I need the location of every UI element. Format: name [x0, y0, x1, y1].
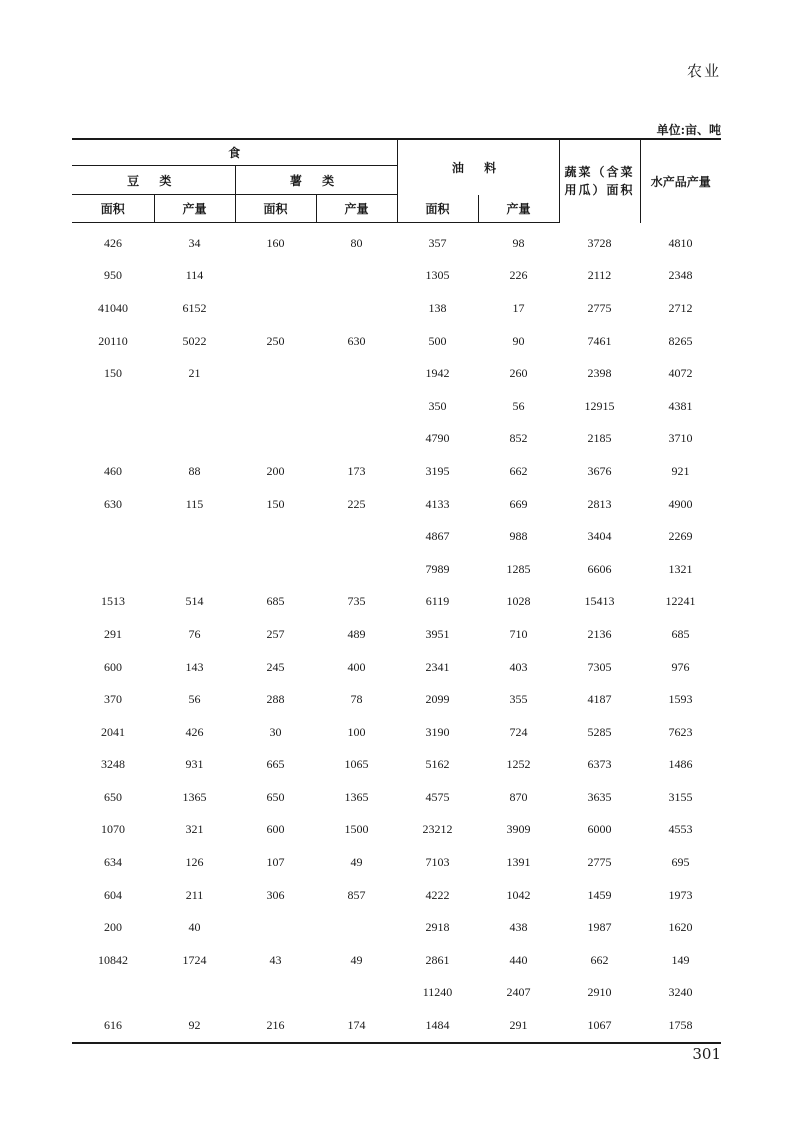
table-row — [72, 618, 721, 651]
cell-oil-output: 870 — [509, 789, 528, 804]
cell-beans-area: 150 — [104, 366, 122, 381]
cell-oil-output: 226 — [509, 268, 528, 283]
cell-beans-area: 426 — [104, 235, 122, 250]
cell-tubers-output: 49 — [350, 855, 363, 870]
cell-aquatic-output: 3155 — [668, 789, 693, 804]
cell-vegetables-area: 3728 — [587, 235, 612, 250]
cell-tubers-output: 857 — [347, 887, 366, 902]
cell-aquatic-output: 4553 — [668, 822, 693, 837]
cell-tubers-output: 1365 — [344, 789, 369, 804]
table-row — [72, 911, 721, 944]
cell-oil-output: 291 — [478, 1009, 559, 1043]
cell-oil-area: 3951 — [425, 626, 450, 641]
cell-oil-output: 988 — [509, 529, 528, 544]
table-row — [72, 390, 721, 423]
cell-vegetables-area: 12915 — [584, 398, 615, 413]
cell-oil-output: 1391 — [506, 855, 531, 870]
cell-oil-area: 2861 — [425, 952, 450, 967]
cell-vegetables-area: 662 — [590, 952, 609, 967]
cell-aquatic-output: 1620 — [668, 920, 693, 935]
cell-oil-output: 662 — [509, 463, 528, 478]
cell-beans-output: 321 — [185, 822, 204, 837]
cell-beans-area: 650 — [104, 789, 122, 804]
cell-aquatic-output: 921 — [671, 463, 690, 478]
cell-tubers-area: 685 — [266, 594, 285, 609]
table-header — [72, 139, 721, 223]
cell-oil-area: 2918 — [425, 920, 450, 935]
cell-tubers-area: 107 — [266, 855, 285, 870]
cell-tubers-area: 160 — [266, 235, 285, 250]
cell-tubers-area — [235, 423, 316, 456]
cell-aquatic-output: 695 — [671, 855, 690, 870]
cell-oil-area: 7103 — [425, 855, 450, 870]
cell-beans-area — [72, 977, 154, 1010]
cell-beans-output: 76 — [188, 626, 201, 641]
cell-beans-output: 143 — [185, 659, 204, 674]
cell-aquatic-output: 2348 — [668, 268, 693, 283]
table-row — [72, 553, 721, 586]
cell-oil-output: 852 — [509, 431, 528, 446]
cell-beans-area: 460 — [104, 463, 122, 478]
cell-oil-area: 138 — [428, 300, 447, 315]
cell-tubers-area — [235, 390, 316, 423]
cell-aquatic-output: 1758 — [640, 1009, 721, 1043]
cell-beans-output: 114 — [185, 268, 204, 283]
cell-beans-area: 41040 — [98, 300, 128, 315]
cell-oil-area: 4133 — [425, 496, 450, 511]
cell-beans-output: 126 — [185, 855, 204, 870]
cell-beans-output — [154, 977, 235, 1010]
header-oil-area: 面积 — [397, 195, 478, 223]
cell-aquatic-output: 1486 — [668, 757, 693, 772]
cell-tubers-area: 288 — [266, 692, 285, 707]
cell-vegetables-area: 2136 — [587, 626, 612, 641]
table-body — [72, 223, 721, 1043]
cell-beans-area: 630 — [104, 496, 122, 511]
cell-tubers-output: 78 — [350, 692, 363, 707]
cell-beans-output — [154, 553, 235, 586]
cell-beans-output: 34 — [188, 235, 201, 250]
cell-oil-output: 403 — [509, 659, 528, 674]
cell-beans-area: 616 — [72, 1009, 154, 1043]
agriculture-table — [72, 138, 721, 1044]
header-beans: 豆 类 — [72, 166, 235, 195]
cell-vegetables-area: 15413 — [584, 594, 615, 609]
cell-beans-area: 3248 — [101, 757, 125, 772]
cell-vegetables-area: 1067 — [559, 1009, 640, 1043]
table-row — [72, 423, 721, 456]
cell-beans-output: 5022 — [182, 333, 207, 348]
table-row — [72, 879, 721, 912]
cell-beans-output: 56 — [188, 692, 201, 707]
cell-aquatic-output: 1593 — [668, 692, 693, 707]
header-oil: 油 料 — [397, 139, 559, 195]
cell-oil-area: 1484 — [397, 1009, 478, 1043]
cell-beans-output: 88 — [188, 463, 201, 478]
cell-tubers-area — [235, 911, 316, 944]
cell-vegetables-area: 4187 — [587, 692, 612, 707]
cell-aquatic-output: 685 — [671, 626, 690, 641]
cell-aquatic-output: 7623 — [668, 724, 693, 739]
cell-oil-output: 438 — [509, 920, 528, 935]
cell-oil-area: 1305 — [425, 268, 450, 283]
cell-aquatic-output: 3240 — [668, 985, 693, 1000]
cell-beans-area: 291 — [104, 626, 122, 641]
cell-tubers-area: 250 — [266, 333, 285, 348]
table-row — [72, 814, 721, 847]
cell-oil-area: 3190 — [425, 724, 450, 739]
cell-aquatic-output: 4072 — [668, 366, 693, 381]
cell-tubers-output: 489 — [347, 626, 366, 641]
cell-beans-output: 514 — [185, 594, 204, 609]
section-title: 农业 — [686, 62, 721, 80]
cell-aquatic-output: 4381 — [668, 398, 693, 413]
cell-oil-output: 710 — [509, 626, 528, 641]
cell-tubers-output — [316, 911, 397, 944]
cell-tubers-area: 600 — [266, 822, 285, 837]
cell-beans-area: 1070 — [101, 822, 125, 837]
cell-oil-area: 4790 — [425, 431, 450, 446]
unit-label: 单位:亩、吨 — [656, 123, 721, 137]
cell-tubers-area — [235, 977, 316, 1010]
cell-oil-output: 2407 — [506, 985, 531, 1000]
cell-tubers-output: 1500 — [344, 822, 369, 837]
cell-tubers-area: 30 — [269, 724, 282, 739]
cell-tubers-output — [316, 260, 397, 293]
cell-tubers-output: 1065 — [344, 757, 369, 772]
cell-oil-output: 56 — [512, 398, 525, 413]
cell-oil-output: 1285 — [506, 561, 531, 576]
cell-tubers-area: 200 — [266, 463, 285, 478]
cell-oil-area: 5162 — [425, 757, 450, 772]
cell-oil-area: 2099 — [425, 692, 450, 707]
table-row — [72, 749, 721, 782]
table-row — [72, 357, 721, 390]
cell-oil-output: 440 — [509, 952, 528, 967]
cell-beans-output: 1365 — [182, 789, 207, 804]
cell-vegetables-area: 5285 — [587, 724, 612, 739]
table-row — [72, 846, 721, 879]
table-row — [72, 716, 721, 749]
cell-aquatic-output: 3710 — [668, 431, 693, 446]
table-row — [72, 260, 721, 293]
cell-tubers-output — [316, 423, 397, 456]
cell-oil-output: 98 — [512, 235, 525, 250]
cell-aquatic-output: 2712 — [668, 300, 693, 315]
cell-tubers-area: 306 — [266, 887, 285, 902]
cell-beans-area — [72, 390, 154, 423]
cell-beans-output — [154, 390, 235, 423]
cell-vegetables-area: 3635 — [587, 789, 612, 804]
cell-vegetables-area: 2112 — [587, 268, 612, 283]
cell-oil-area: 350 — [428, 398, 447, 413]
table-row — [72, 683, 721, 716]
cell-vegetables-area: 2910 — [587, 985, 612, 1000]
cell-oil-output: 1028 — [506, 594, 531, 609]
header-tubers-output: 产量 — [316, 195, 397, 223]
header-vegetables-area: 蔬菜（含菜用瓜）面积 — [559, 139, 640, 223]
cell-vegetables-area: 2398 — [587, 366, 612, 381]
cell-tubers-output: 49 — [350, 952, 363, 967]
cell-beans-area: 20110 — [98, 333, 128, 348]
cell-beans-output: 115 — [185, 496, 204, 511]
header-tubers-area: 面积 — [235, 195, 316, 223]
table-row — [72, 223, 721, 260]
cell-oil-area: 7989 — [425, 561, 450, 576]
table-row — [72, 1009, 721, 1043]
cell-vegetables-area: 3404 — [587, 529, 612, 544]
cell-aquatic-output: 4810 — [668, 235, 693, 250]
cell-oil-output: 3909 — [506, 822, 531, 837]
header-beans-area: 面积 — [72, 195, 154, 223]
cell-tubers-area: 257 — [266, 626, 285, 641]
cell-tubers-output — [316, 357, 397, 390]
cell-beans-area: 604 — [104, 887, 122, 902]
cell-tubers-area: 245 — [266, 659, 285, 674]
cell-oil-area: 4867 — [425, 529, 450, 544]
cell-oil-output: 1252 — [506, 757, 531, 772]
cell-vegetables-area: 6000 — [587, 822, 612, 837]
cell-tubers-area: 43 — [269, 952, 282, 967]
header-tubers: 薯 类 — [235, 166, 397, 195]
cell-oil-area: 3195 — [425, 463, 450, 478]
header-beans-output: 产量 — [154, 195, 235, 223]
cell-aquatic-output: 4900 — [668, 496, 693, 511]
cell-aquatic-output: 12241 — [665, 594, 696, 609]
cell-tubers-output: 225 — [347, 496, 366, 511]
cell-tubers-output — [316, 390, 397, 423]
page-number: 301 — [692, 1045, 721, 1063]
cell-tubers-area: 216 — [235, 1009, 316, 1043]
cell-oil-output: 17 — [512, 300, 525, 315]
cell-aquatic-output: 8265 — [668, 333, 693, 348]
cell-vegetables-area: 2775 — [587, 855, 612, 870]
cell-oil-area: 4222 — [425, 887, 450, 902]
cell-tubers-output: 80 — [350, 235, 363, 250]
cell-beans-output: 211 — [185, 887, 204, 902]
cell-tubers-area: 150 — [266, 496, 285, 511]
cell-beans-output: 6152 — [182, 300, 207, 315]
cell-oil-output: 724 — [509, 724, 528, 739]
header-aquatic-output: 水产品产量 — [640, 139, 721, 223]
cell-oil-area: 23212 — [422, 822, 453, 837]
cell-aquatic-output: 976 — [671, 659, 690, 674]
table-row — [72, 977, 721, 1010]
cell-aquatic-output: 2269 — [668, 529, 693, 544]
cell-oil-output: 669 — [509, 496, 528, 511]
cell-aquatic-output: 1973 — [668, 887, 693, 902]
cell-beans-area — [72, 520, 154, 553]
cell-beans-output: 21 — [188, 366, 201, 381]
cell-tubers-area: 650 — [266, 789, 285, 804]
cell-beans-output: 1724 — [182, 952, 207, 967]
cell-beans-area: 1513 — [101, 594, 125, 609]
cell-tubers-output — [316, 977, 397, 1010]
cell-tubers-area — [235, 292, 316, 325]
cell-beans-output: 931 — [185, 757, 204, 772]
cell-tubers-output — [316, 292, 397, 325]
cell-tubers-area — [235, 553, 316, 586]
table-row — [72, 781, 721, 814]
cell-tubers-output: 630 — [347, 333, 366, 348]
table-row — [72, 651, 721, 684]
cell-beans-output — [154, 520, 235, 553]
cell-beans-output: 426 — [185, 724, 204, 739]
cell-tubers-area — [235, 520, 316, 553]
cell-vegetables-area: 7305 — [587, 659, 612, 674]
cell-vegetables-area: 6606 — [587, 561, 612, 576]
cell-oil-area: 2341 — [425, 659, 450, 674]
cell-beans-output: 40 — [188, 920, 201, 935]
cell-vegetables-area: 2775 — [587, 300, 612, 315]
cell-beans-area: 10842 — [98, 952, 128, 967]
cell-beans-area: 200 — [104, 920, 122, 935]
cell-oil-area: 11240 — [422, 985, 453, 1000]
table-row — [72, 292, 721, 325]
cell-vegetables-area: 2813 — [587, 496, 612, 511]
cell-beans-area — [72, 423, 154, 456]
cell-vegetables-area: 2185 — [587, 431, 612, 446]
cell-tubers-output: 100 — [347, 724, 366, 739]
cell-oil-area: 4575 — [425, 789, 450, 804]
cell-oil-output: 260 — [509, 366, 528, 381]
cell-beans-area: 600 — [104, 659, 122, 674]
table-row — [72, 488, 721, 521]
cell-oil-area: 6119 — [425, 594, 450, 609]
cell-beans-area: 370 — [104, 692, 122, 707]
cell-vegetables-area: 1459 — [587, 887, 612, 902]
table-row — [72, 586, 721, 619]
cell-oil-area: 357 — [428, 235, 447, 250]
cell-tubers-area — [235, 357, 316, 390]
cell-tubers-output: 174 — [316, 1009, 397, 1043]
cell-beans-output — [154, 423, 235, 456]
table-row — [72, 520, 721, 553]
cell-oil-area: 1942 — [425, 366, 450, 381]
header-oil-output: 产量 — [478, 195, 559, 223]
cell-oil-area: 500 — [428, 333, 447, 348]
cell-vegetables-area: 7461 — [587, 333, 612, 348]
cell-oil-output: 355 — [509, 692, 528, 707]
header-food: 食 — [72, 139, 397, 166]
cell-aquatic-output: 1321 — [668, 561, 693, 576]
table-row — [72, 325, 721, 358]
cell-beans-output: 92 — [154, 1009, 235, 1043]
cell-beans-area: 950 — [104, 268, 122, 283]
table-row — [72, 944, 721, 977]
cell-tubers-output — [316, 520, 397, 553]
cell-vegetables-area: 3676 — [587, 463, 612, 478]
cell-tubers-output: 173 — [347, 463, 366, 478]
cell-oil-output: 90 — [512, 333, 525, 348]
cell-vegetables-area: 6373 — [587, 757, 612, 772]
table-row — [72, 455, 721, 488]
cell-tubers-output: 735 — [347, 594, 366, 609]
cell-tubers-output — [316, 553, 397, 586]
cell-tubers-output: 400 — [347, 659, 366, 674]
cell-oil-output: 1042 — [506, 887, 531, 902]
cell-beans-area — [72, 553, 154, 586]
cell-tubers-area — [235, 260, 316, 293]
cell-vegetables-area: 1987 — [587, 920, 612, 935]
cell-beans-area: 634 — [104, 855, 122, 870]
cell-aquatic-output: 149 — [671, 952, 690, 967]
cell-beans-area: 2041 — [101, 724, 125, 739]
cell-tubers-area: 665 — [266, 757, 285, 772]
